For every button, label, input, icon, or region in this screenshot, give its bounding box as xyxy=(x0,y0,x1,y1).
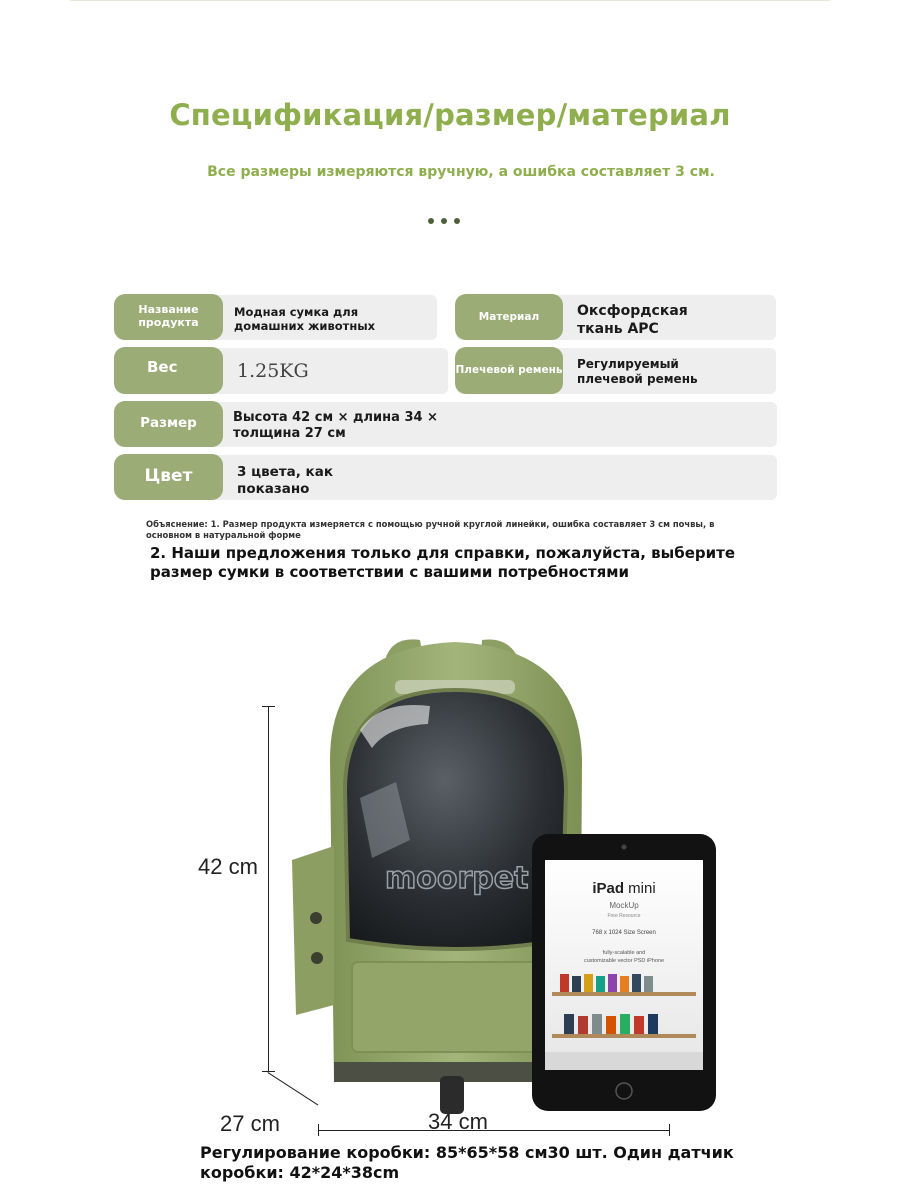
spec-label-product-name: Название продукта xyxy=(114,294,223,340)
tablet-desc1: fully-scalable and xyxy=(602,950,646,956)
page-subtitle: Все размеры измеряются вручную, а ошибка составляет 3 см. xyxy=(207,164,715,180)
book xyxy=(620,976,629,992)
note-recommendation: 2. Наши предложения только для справки, пожалуйста, выберите размер сумки в соответствии с вашими потребностями xyxy=(150,544,735,581)
spec-value-weight: 1.25KG xyxy=(237,360,309,382)
spec-label-material: Материал xyxy=(455,294,563,340)
depth-dimension-label: 27 cm xyxy=(220,1111,280,1136)
note-explanation: Объяснение: 1. Размер продукта измеряется с помощью ручной круглой линейки, ошибка составляет 3 см почвы, в основном в натуральной форме xyxy=(146,519,715,540)
book xyxy=(620,1014,630,1034)
height-dimension-top-tick xyxy=(262,706,275,707)
tablet-size: 768 x 1024 Size Screen xyxy=(592,930,656,936)
tablet-camera xyxy=(622,845,627,850)
spec-value-color: 3 цвета, как показано xyxy=(237,464,333,497)
top-divider xyxy=(70,0,830,1)
height-dimension-line xyxy=(268,706,269,1072)
shelf xyxy=(552,1034,696,1038)
book xyxy=(584,974,593,992)
book xyxy=(634,1016,644,1034)
shelf xyxy=(552,992,696,996)
ellipsis-divider xyxy=(428,218,460,224)
front-pocket xyxy=(352,962,552,1052)
book xyxy=(648,1014,658,1034)
width-dimension-left-tick xyxy=(318,1124,319,1136)
book xyxy=(560,974,569,992)
book xyxy=(632,974,641,992)
height-dimension-label: 42 cm xyxy=(198,854,258,879)
spec-value-product-name: Модная сумка для домашних животных xyxy=(234,305,376,334)
svg-text:iPad mini xyxy=(592,880,655,897)
tablet-mockup: MockUp xyxy=(609,901,639,910)
spec-value-strap: Регулируемый плечевой ремень xyxy=(577,357,698,386)
packing-info: Регулирование коробки: 85*65*58 см30 шт. Один датчик коробки: 42*24*38cm xyxy=(200,1143,734,1182)
dot xyxy=(428,218,434,224)
spec-label-size: Размер xyxy=(114,401,223,447)
brand-logo: moorpet xyxy=(385,861,529,896)
side-pocket xyxy=(292,846,334,1015)
width-dimension-label: 34 cm xyxy=(428,1109,488,1134)
spec-label-color: Цвет xyxy=(114,454,223,500)
width-dimension-line xyxy=(318,1130,670,1131)
book xyxy=(608,974,617,992)
tablet-dock xyxy=(545,1052,703,1070)
vent-hole xyxy=(311,952,323,964)
spec-label-weight: Вес xyxy=(114,347,223,394)
dot xyxy=(441,218,447,224)
spec-label-strap: Плечевой ремень xyxy=(455,347,563,394)
tablet-desc2: customizable vector PSD iPhone xyxy=(583,958,665,964)
book xyxy=(596,976,605,992)
spec-value-size: Высота 42 см × длина 34 × толщина 27 см xyxy=(233,410,438,442)
tablet-free: Free Resource xyxy=(607,913,641,919)
book xyxy=(572,976,581,992)
tablet-title-light: mini xyxy=(624,880,656,897)
product-illustration xyxy=(0,600,900,1140)
vent-hole xyxy=(310,912,322,924)
spec-value-material: Оксфордская ткань APC xyxy=(577,303,688,337)
book xyxy=(644,976,653,992)
book xyxy=(578,1016,588,1034)
tablet-title-bold: iPad xyxy=(592,880,625,897)
book xyxy=(564,1014,574,1034)
width-dimension-right-tick xyxy=(669,1124,670,1136)
book xyxy=(606,1016,616,1034)
book xyxy=(592,1014,602,1034)
dot xyxy=(454,218,460,224)
page-title: Спецификация/размер/материал xyxy=(169,98,731,132)
